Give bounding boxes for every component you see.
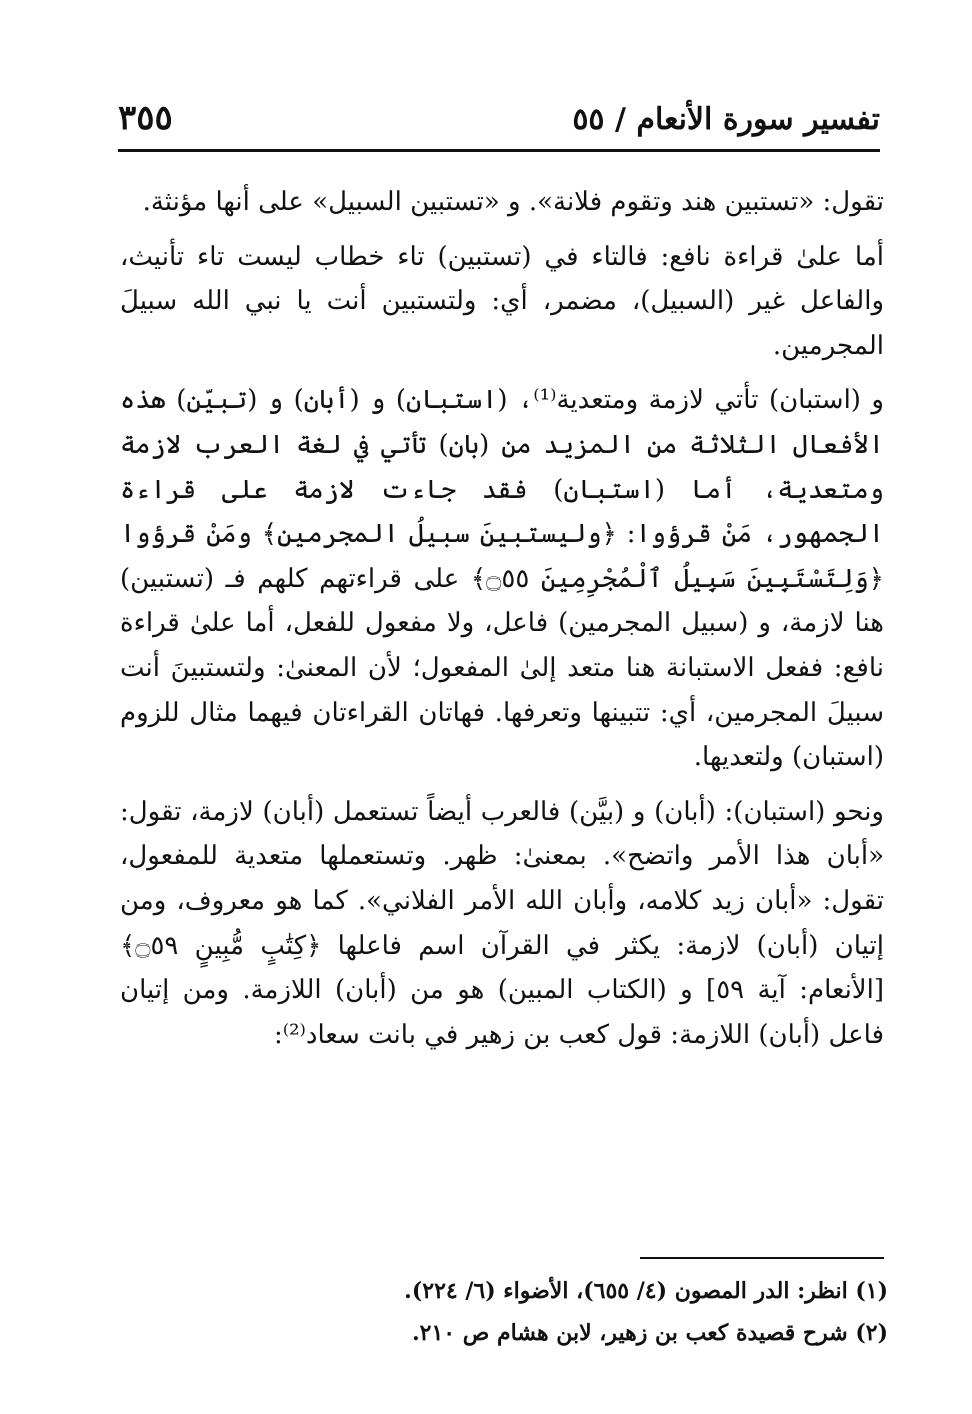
footnote-1: (١) انظر: الدر المصون (٤/ ٦٥٥)، الأضواء (٦/ ٢٢٤).: [404, 1278, 888, 1304]
footnote-separator: [640, 1257, 884, 1259]
main-text: [120, 180, 884, 1067]
footnote-2: (٢) شرح قصيدة كعب بن زهير، لابن هشام ص ٢١٠.: [411, 1320, 888, 1346]
paragraph-3: و (استبان) تأتي لازمة ومتعدية⁽¹⁾، (استبان) و (أبان) و (تبيّن) هذه الأفعال الثلاثة من المزيد من (بان) تأتي في لغة العرب لازمة ومتعدية، أما (استبان) فقد جاءت لازمة على قراءة الجمهور، مَنْ قرؤوا: ﴿وليستبينَ سبيلُ المجرمين﴾ ومَنْ قرؤوا ﴿وَلِتَسْتَبِينَ سَبِيلُ ٱلْمُجْرِمِينَ ۝٥٥﴾ على قراءتهم كلهم فـ (تستبين) هنا لازمة، و (سبيل المجرمين) فاعل، ولا مفعول للفعل، أما علىٰ قراءة نافع: ففعل الاستبانة هنا متعد إلىٰ المفعول؛ لأن المعنىٰ: ولتستبينَ أنت سبيلَ المجرمين، أي: تتبينها وتعرفها. فهاتان القراءتان فيهما مثال للزوم (استبان) ولتعديها.: [120, 385, 885, 773]
page-header: [118, 92, 880, 152]
running-title: تفسير سورة الأنعام / ٥٥: [572, 102, 880, 137]
paragraph-2: أما علىٰ قراءة نافع: فالتاء في (تستبين) تاء خطاب ليست تاء تأنيث، والفاعل غير (السبيل)، مضمر، أي: ولتستبين أنت يا نبي الله سبيلَ المجرمين.: [120, 241, 884, 361]
footnotes: [120, 1270, 888, 1354]
page-number: ٣٥٥: [118, 98, 173, 138]
paragraph-4: ونحو (استبان): (أبان) و (بيَّن) فالعرب أيضاً تستعمل (أبان) لازمة، تقول: «أبان هذا الأمر واتضح». بمعنىٰ: ظهر. وتستعملها متعدية للمفعول، تقول: «أبان زيد كلامه، وأبان الله الأمر الفلاني». كما هو معروف، ومن إتيان (أبان) لازمة: يكثر في القرآن اسم فاعلها ﴿كِتَٰبٍ مُّبِينٍ ۝٥٩﴾ [الأنعام: آية ٥٩] و (الكتاب المبين) هو من (أبان) اللازمة. ومن إتيان فاعل (أبان) اللازمة: قول كعب بن زهير في بانت سعاد⁽²⁾:: [120, 796, 884, 1050]
header-rule: [118, 149, 880, 152]
paragraph-1: تقول: «تستبين هند وتقوم فلانة». و «تستبين السبيل» على أنها مؤنثة.: [142, 187, 884, 217]
